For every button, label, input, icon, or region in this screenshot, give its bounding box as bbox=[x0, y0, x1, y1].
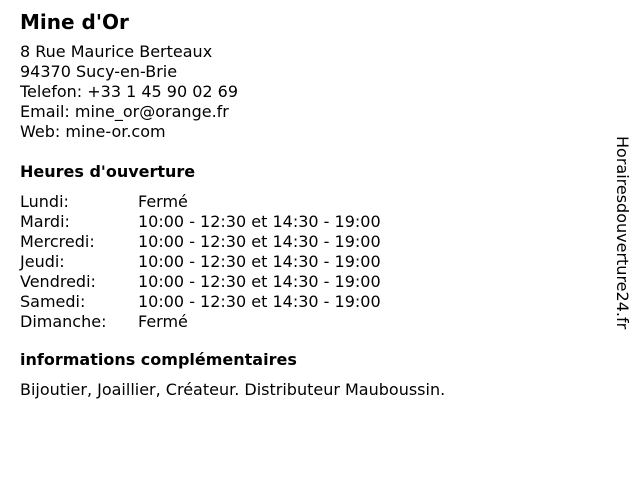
day-label: Vendredi: bbox=[20, 272, 96, 291]
address-line-city: 94370 Sucy-en-Brie bbox=[20, 62, 178, 81]
day-hours: Fermé bbox=[138, 312, 188, 331]
day-hours: 10:00 - 12:30 et 14:30 - 19:00 bbox=[138, 252, 381, 271]
day-label: Lundi: bbox=[20, 192, 69, 211]
day-label: Mercredi: bbox=[20, 232, 95, 251]
additional-info-text: Bijoutier, Joaillier, Créateur. Distributeur Mauboussin. bbox=[20, 380, 446, 399]
hours-row-jeudi bbox=[20, 252, 381, 272]
hours-row-samedi bbox=[20, 292, 381, 312]
opening-hours-heading: Heures d'ouverture bbox=[20, 162, 196, 181]
hours-row-lundi bbox=[20, 192, 381, 212]
day-label: Jeudi: bbox=[20, 252, 65, 271]
email-line: Email: mine_or@orange.fr bbox=[20, 102, 229, 121]
phone-line: Telefon: +33 1 45 90 02 69 bbox=[20, 82, 239, 101]
day-hours: 10:00 - 12:30 et 14:30 - 19:00 bbox=[138, 212, 381, 231]
business-name: Mine d'Or bbox=[20, 10, 129, 34]
opening-hours-table bbox=[20, 192, 381, 332]
day-label: Samedi: bbox=[20, 292, 86, 311]
site-watermark: Horairesdouverture24.fr bbox=[613, 136, 632, 330]
additional-info-heading: informations complémentaires bbox=[20, 350, 297, 369]
hours-row-mercredi bbox=[20, 232, 381, 252]
address-line-street: 8 Rue Maurice Berteaux bbox=[20, 42, 213, 61]
hours-row-vendredi bbox=[20, 272, 381, 292]
day-hours: 10:00 - 12:30 et 14:30 - 19:00 bbox=[138, 232, 381, 251]
web-line: Web: mine-or.com bbox=[20, 122, 166, 141]
day-hours: 10:00 - 12:30 et 14:30 - 19:00 bbox=[138, 292, 381, 311]
day-hours: 10:00 - 12:30 et 14:30 - 19:00 bbox=[138, 272, 381, 291]
hours-row-mardi bbox=[20, 212, 381, 232]
business-card bbox=[20, 10, 600, 400]
day-label: Dimanche: bbox=[20, 312, 107, 331]
day-hours: Fermé bbox=[138, 192, 188, 211]
hours-row-dimanche bbox=[20, 312, 381, 332]
day-label: Mardi: bbox=[20, 212, 70, 231]
